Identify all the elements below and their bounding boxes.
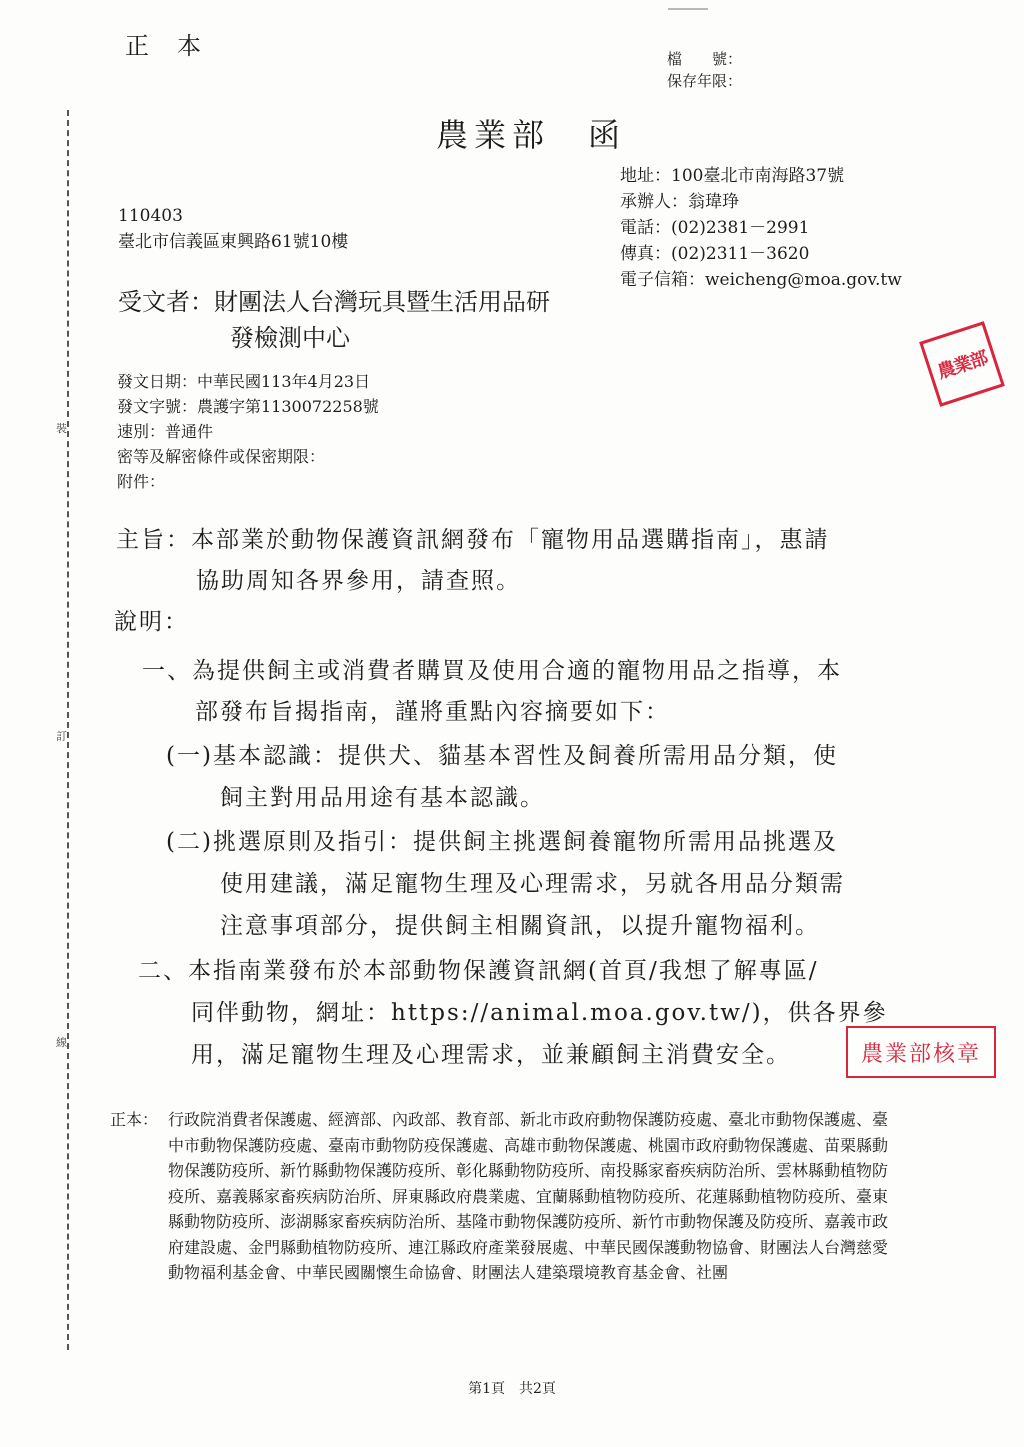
phone-line: 電話：(02)2381－2991 [620, 218, 810, 238]
distribution-list [110, 1107, 890, 1286]
handler-line: 承辦人：翁瑋琤 [620, 192, 739, 212]
issue-date: 發文日期：中華民國113年4月23日 [117, 372, 371, 391]
postal-code: 110403 [118, 206, 183, 226]
address-line: 地址：100臺北市南海路37號 [620, 166, 845, 186]
sub-item-1-line-2: 飼主對用品用途有基本認識。 [220, 785, 545, 811]
recipient-line-2: 發檢測中心 [230, 324, 350, 352]
fax-line: 傳真：(02)2311－3620 [620, 244, 810, 264]
explanation-heading: 說明： [114, 609, 189, 635]
copy-mark: 正本 [125, 32, 229, 60]
retention-label: 保存年限： [667, 72, 743, 90]
email-line: 電子信箱：weicheng@moa.gov.tw [620, 270, 902, 290]
delivery-speed: 速別：普通件 [117, 422, 214, 441]
binding-mark: 訂 [56, 726, 67, 746]
subject-line-1: 主旨：本部業於動物保護資訊網發布「寵物用品選購指南」，惠請 [116, 527, 830, 553]
official-seal-icon [919, 321, 1005, 407]
postal-block [118, 203, 348, 255]
item-1-line-2: 部發布旨揭指南，謹將重點內容摘要如下： [195, 699, 670, 725]
page-number: 第1頁 共2頁 [468, 1381, 556, 1397]
distribution-text: 行政院消費者保護處、經濟部、內政部、教育部、新北市政府動物保護防疫處、臺北市動物保護處、臺中市動物保護防疫處、臺南市動物防疫保護處、高雄市動物保護處、桃園市政府動物保護處、苗栗縣動物保護防疫所、新竹縣動物保護防疫所、彰化縣動物防疫所、南投縣家畜疾病防治所、雲林縣動植物防疫所、嘉義縣家畜疾病防治所、屏東縣政府農業處、宜蘭縣動植物防疫所、花蓮縣動植物防疫所、臺東縣動物防疫所、澎湖縣家畜疾病防治所、基隆市動物保護防疫所、新竹市動物保護及防疫所、嘉義市政府建設處、金門縣動植物防疫所、連江縣政府產業發展處、中華民國保護動物協會、財團法人台灣慈愛動物福利基金會、中華民國關懷生命協會、財團法人建築環境教育基金會、社團 [168, 1110, 889, 1282]
item-2-line-1: 二、本指南業發布於本部動物保護資訊網(首頁/我想了解專區/ [138, 958, 819, 984]
recipient [118, 284, 550, 356]
file-number-label: 檔 號： [667, 50, 743, 68]
item-1-line-1: 一、為提供飼主或消費者購買及使用合適的寵物用品之指導，本 [142, 658, 842, 684]
archive-info [667, 48, 742, 92]
attachment: 附件： [117, 472, 166, 491]
seal-text: 農業部 [934, 347, 990, 384]
document-meta [117, 369, 379, 494]
scan-artifact [668, 8, 708, 10]
binding-line [67, 110, 69, 1350]
secrecy-level: 密等及解密條件或保密期限： [117, 447, 326, 466]
contact-block [620, 163, 902, 293]
stamp-text: 農業部核章 [860, 1041, 981, 1067]
subject-line-2: 協助周知各界參用，請查照。 [196, 568, 521, 594]
sub-item-2-line-1: (二)挑選原則及指引：提供飼主挑選飼養寵物所需用品挑選及 [166, 829, 838, 855]
document-number: 發文字號：農護字第1130072258號 [117, 397, 379, 416]
approval-stamp-icon [846, 1026, 996, 1078]
binding-mark: 線 [56, 1032, 67, 1052]
item-2-line-2: 同伴動物，網址：https://animal.moa.gov.tw/)，供各界參 [191, 1000, 888, 1026]
sub-item-2-line-2: 使用建議，滿足寵物生理及心理需求，另就各用品分類需 [220, 871, 845, 897]
recipient-line-1: 受文者：財團法人台灣玩具暨生活用品研 [118, 288, 550, 316]
distribution-label: 正本： [110, 1110, 159, 1129]
sub-item-1-line-1: (一)基本認識：提供犬、貓基本習性及飼養所需用品分類，使 [166, 743, 838, 769]
document-title: 農業部 函 [436, 116, 627, 154]
binding-mark: 裝 [56, 418, 67, 438]
item-2-line-3: 用，滿足寵物生理及心理需求，並兼顧飼主消費安全。 [191, 1042, 791, 1068]
sub-item-2-line-3: 注意事項部分，提供飼主相關資訊，以提升寵物福利。 [220, 913, 820, 939]
recipient-address: 臺北市信義區東興路61號10樓 [118, 232, 349, 252]
